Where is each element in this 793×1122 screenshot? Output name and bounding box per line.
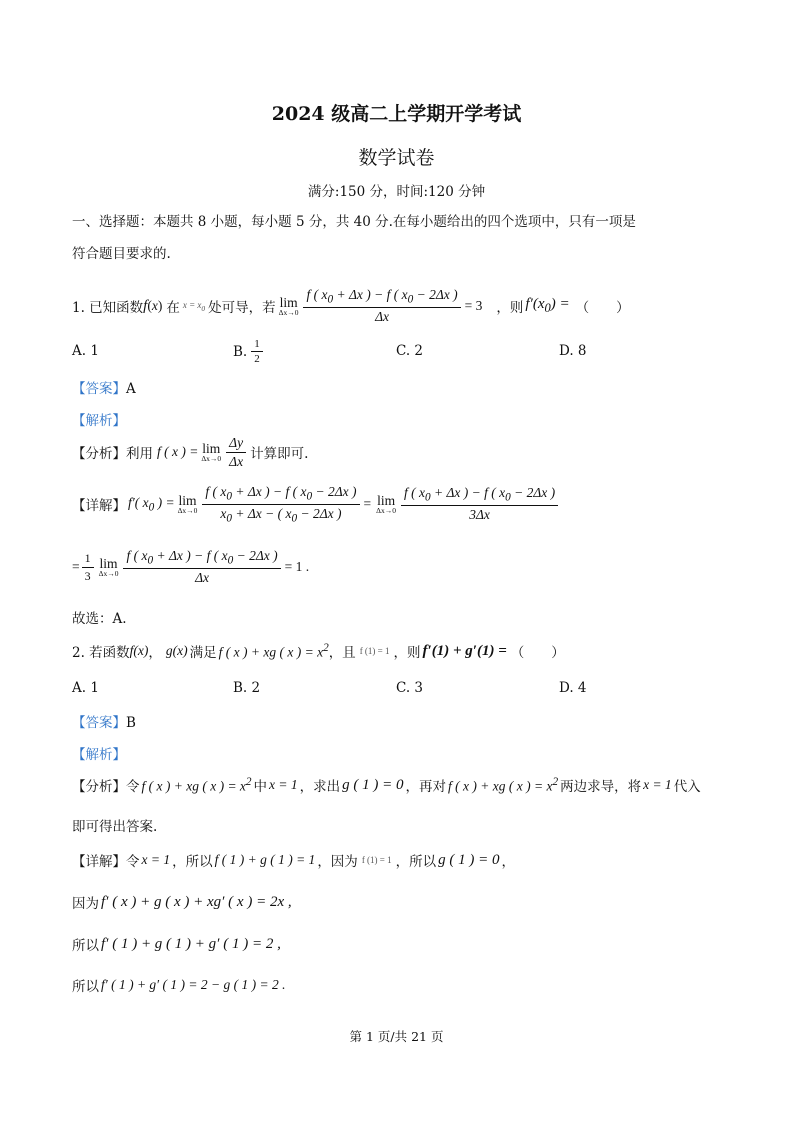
q2-detail-d: ，所以: [395, 854, 437, 870]
q1-detail-fraction-2: $\frac{f ( x_0 + \Delta x ) - f ( x_0 - 2\Delta x )}{3\Delta x}$: [401, 485, 558, 523]
q2-formula-target: f′(1) + g′(1) =: [422, 642, 507, 659]
q2-detail-line1: [72, 850, 515, 870]
detail-tag: 【详解】: [72, 498, 126, 514]
q2-option-a: A. 1: [72, 680, 99, 696]
q1-formula-x0: $x = x_0$: [182, 299, 206, 313]
q1-fenxi-limit: lim Δx→0: [201, 440, 222, 463]
q2-detail-a: 令: [126, 854, 140, 870]
q2-analysis-tag: 【解析】: [72, 747, 126, 763]
section-heading-line2: 符合题目要求的.: [72, 246, 171, 262]
page-footer: 第 1 页/共 21 页: [349, 1029, 444, 1044]
q2-option-b: B. 2: [233, 680, 261, 696]
q2-detail-x1: x = 1: [141, 852, 171, 867]
q1-formula-fraction: $\frac{f ( x_0 + \Delta x ) - f ( x_0 - 2\Delta x )}{\Delta x}$: [303, 287, 460, 325]
q2-line2-formula: f′ ( x ) + g ( x ) + xg′ ( x ) = 2x ,: [101, 893, 292, 910]
q2-fenxi: [72, 775, 701, 795]
q1-option-c: C. 2: [396, 343, 424, 359]
exam-title: 2024 级高二上学期开学考试: [271, 103, 522, 125]
q2-line3-formula: f′ ( 1 ) + g ( 1 ) + g′ ( 1 ) = 2 ,: [101, 935, 281, 952]
q1-detail-third: $\frac{1}{3}$: [82, 551, 94, 584]
q2-detail-line4: [72, 975, 285, 995]
q2-fenxi-d: ，再对: [405, 779, 447, 795]
q2-detail-e: ，: [501, 854, 516, 870]
q2-then: ，则: [393, 645, 421, 661]
q2-fenxi-b: 中: [253, 779, 268, 795]
question-1: 1. 已知函数 f ( x ) 在 $x = x_0$ 处可导，若 lim Δx→0 $\frac{f ( x_0 + \Delta x ) - f ( x_0 - 2\Delta x )}{\Delta x}$ = 3 ，则 $f'(x_0)$ = （ ）: [72, 287, 630, 324]
detail-tag: 【详解】: [72, 854, 126, 870]
q1-option-a: A. 1: [72, 343, 99, 359]
q1-fenxi-end: 计算即可.: [250, 446, 309, 462]
q2-line3-a: 所以: [72, 938, 99, 954]
q2-satisfy: 满足: [189, 645, 217, 661]
q1-fenxi: [72, 432, 308, 472]
q1-detail-limit-1: lim Δx→0: [177, 492, 198, 515]
q1-option-d: D. 8: [559, 343, 587, 359]
q1-at: 在: [166, 300, 180, 316]
q2-fenxi-eq: f ( x ) + xg ( x ) = $x^2$: [141, 775, 252, 794]
fenxi-tag: 【分析】: [72, 779, 126, 795]
q1-detail-limit-3: lim Δx→0: [98, 555, 119, 578]
q2-paren: （ ）: [510, 645, 565, 661]
q2-fenxi-x1b: x = 1: [643, 777, 672, 792]
q2-detail-line2: [72, 892, 292, 912]
q2-answer-value: B: [126, 715, 136, 731]
q1-detail-fraction-3: $\frac{f ( x_0 + \Delta x ) - f ( x_0 - 2\Delta x )}{\Delta x}$: [123, 548, 280, 586]
q2-fenxi-a: 令: [126, 779, 140, 795]
score-line: 满分:150 分，时间:120 分钟: [307, 184, 486, 200]
q1-analysis-tag: 【解析】: [72, 413, 126, 429]
q1-detail-fraction-1: $\frac{f ( x_0 + \Delta x ) - f ( x_0 - 2\Delta x )}{x_0 + \Delta x - ( x_0 - 2\Delta x )}$: [202, 484, 359, 524]
q2-detail-c: ，因为: [317, 854, 358, 870]
q2-formula-gx: g(x): [165, 643, 188, 658]
q1-option-b-value: $\frac{1}{2}$: [251, 338, 263, 365]
q2-comma: ，: [148, 645, 162, 661]
section-heading-line1: 一、选择题：本题共 8 小题，每小题 5 分，共 40 分.在每小题给出的四个选项中，只有一项是: [72, 214, 636, 230]
q2-and: ，且: [328, 645, 356, 661]
q2-fenxi-eq2: f ( x ) + xg ( x ) = $x^2$: [448, 775, 559, 794]
q2-line4-formula: f′ ( 1 ) + g′ ( 1 ) = 2 − g ( 1 ) = 2 .: [101, 977, 286, 992]
q1-cond: 处可导，若: [208, 300, 276, 316]
q1-conclusion: 故选：A.: [72, 611, 127, 627]
q1-option-b: [233, 338, 265, 365]
q1-option-b-label: B.: [233, 343, 248, 360]
q1-formula-limit: lim Δx→0: [278, 294, 299, 317]
q2-intro: 2. 若函数: [72, 645, 130, 661]
q2-detail-f1: f (1) = 1: [361, 855, 392, 865]
q1-detail-limit-2: lim Δx→0: [376, 492, 396, 515]
q2-fenxi-e: 两边求导，将: [560, 779, 642, 795]
q1-formula-fx: f: [143, 297, 148, 314]
fenxi-tag: 【分析】: [72, 446, 126, 462]
q2-fenxi-c: ，求出: [299, 779, 341, 795]
answer-tag: 【答案】: [72, 381, 126, 397]
q1-answer-value: A: [126, 381, 136, 397]
q1-detail-lhs: f′( $x_0$ ) =: [128, 494, 175, 514]
q2-line2-a: 因为: [72, 896, 99, 912]
exam-subject: 数学试卷: [358, 147, 435, 169]
q1-fenxi-fraction: $\frac{\Delta y}{\Delta x}$: [226, 435, 246, 470]
answer-tag: 【答案】: [72, 715, 126, 731]
q2-detail-g1: g ( 1 ) = 0: [438, 851, 500, 868]
q2-answer: [72, 711, 136, 731]
q1-then: ，则: [496, 300, 524, 316]
q1-answer: [72, 377, 136, 397]
q1-detail: 【详解】 f′( $x_0$ ) = lim Δx→0 $\frac{f ( x_0 + \Delta x ) - f ( x_0 - 2\Delta x )}{x_0 + \Delta x - ( x_0 - 2\Delta x )}$ = lim Δx→0 $\frac{f ( x_0 + \Delta x ) - f ( x_0 - 2\Delta x )}{3\Delta x}$: [72, 480, 560, 528]
q2-formula-f1: f (1) = 1: [359, 646, 390, 656]
q1-fenxi-formula: f ( x ) =: [157, 444, 199, 459]
q1-formula-fprime: $f'(x_0)$ =: [525, 296, 570, 315]
question-2: [72, 641, 565, 661]
q1-fenxi-text: 利用: [126, 446, 153, 462]
q2-detail-b: ，所以: [172, 854, 213, 870]
q2-fenxi-line2: 即可得出答案.: [72, 819, 158, 835]
q2-formula-equation: f ( x ) + xg ( x ) = $x^2$: [218, 641, 329, 660]
q2-fenxi-f: 代入: [673, 779, 701, 795]
q2-option-c: C. 3: [396, 680, 424, 696]
q1-intro: 1. 已知函数: [72, 300, 144, 316]
q2-fenxi-x1: x = 1: [269, 777, 298, 792]
q2-fenxi-g1: g ( 1 ) = 0: [342, 776, 404, 793]
q2-line4-a: 所以: [72, 979, 99, 995]
q1-detail-line2: = $\frac{1}{3}$ lim Δx→0 $\frac{f ( x_0 + \Delta x ) - f ( x_0 - 2\Delta x )}{\Delta x}$ = 1 .: [72, 548, 310, 585]
q2-option-d: D. 4: [559, 680, 587, 696]
q1-paren: （ ）: [575, 300, 630, 316]
q2-detail-sum: f ( 1 ) + g ( 1 ) = 1: [214, 852, 316, 867]
q2-detail-line3: [72, 934, 281, 954]
q2-formula-fx: f(x): [129, 643, 149, 658]
